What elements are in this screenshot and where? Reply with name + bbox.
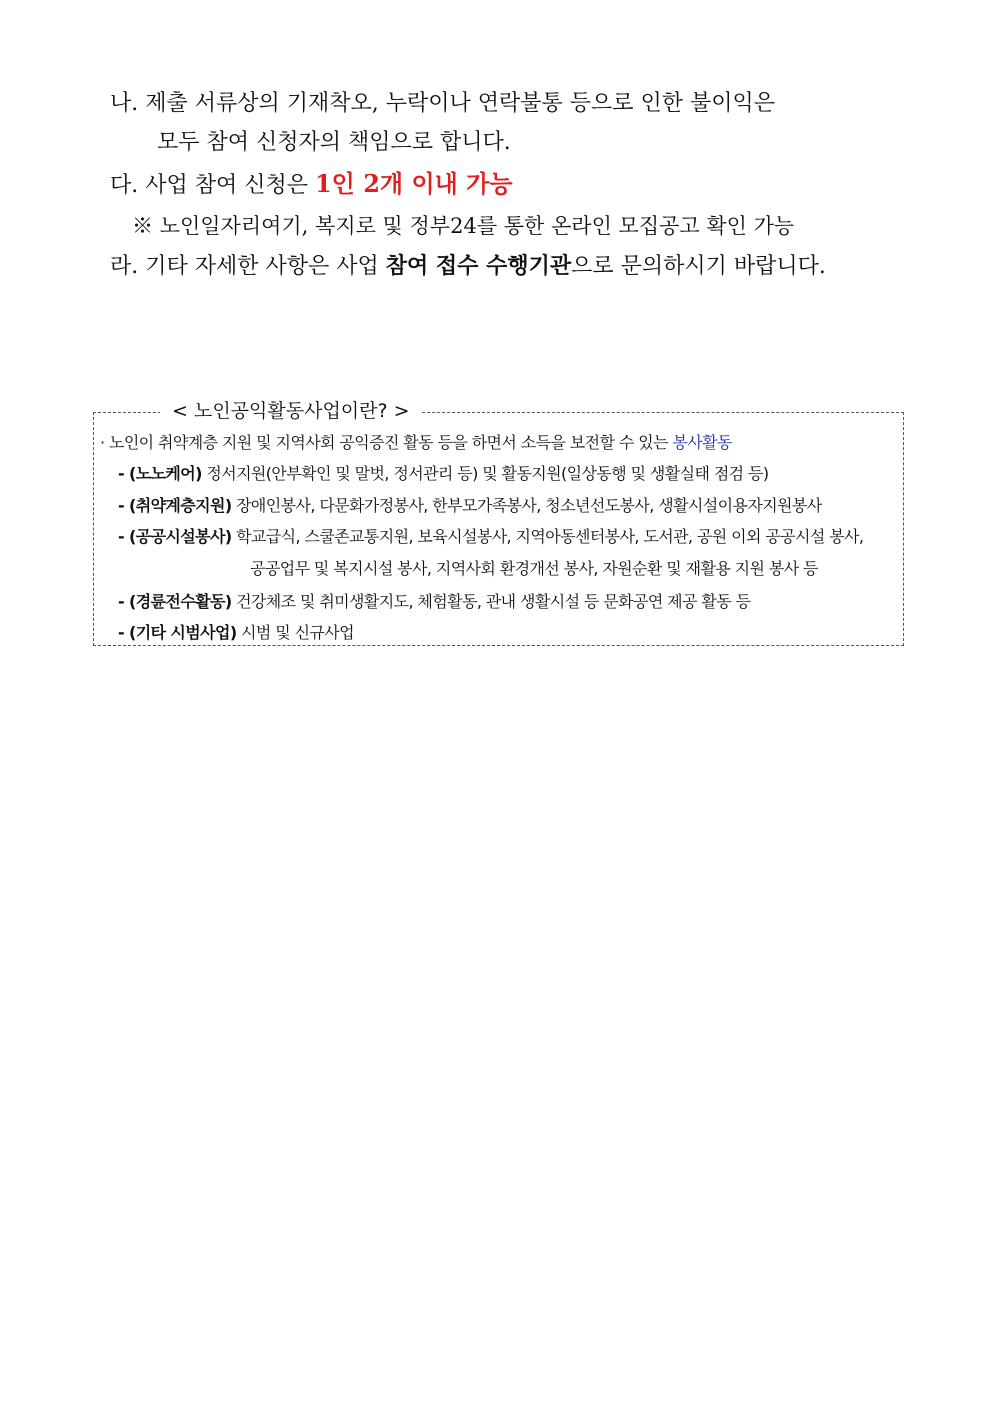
note-text: ※ 노인일자리여기, 복지로 및 정부24를 통한 온라인 모집공고 확인 가능 bbox=[132, 214, 795, 238]
note-line bbox=[132, 211, 794, 241]
item-na-text: 나. 제출 서류상의 기재착오, 누락이나 연락불통 등으로 인한 불이익은 bbox=[110, 91, 775, 116]
info-box-intro bbox=[100, 430, 732, 456]
item-da-text: 다. 사업 참여 신청은 bbox=[110, 173, 315, 198]
item-ra bbox=[110, 251, 826, 282]
item-na-line1 bbox=[110, 89, 775, 119]
info-row-label: - (기타 시범사업) bbox=[118, 623, 237, 642]
item-ra-prefix: 라. 기타 자세한 사항은 사업 bbox=[110, 254, 386, 279]
item-na-line2 bbox=[157, 128, 511, 158]
intro-text: · 노인이 취약계층 지원 및 지역사회 공익증진 활동 등을 하면서 소득을 보전할 수 있는 bbox=[100, 433, 673, 452]
info-row-text: 장애인봉사, 다문화가정봉사, 한부모가족봉사, 청소년선도봉사, 생활시설이용자지원봉사 bbox=[231, 496, 822, 515]
info-row-label: - (경륜전수활동) bbox=[118, 592, 232, 611]
info-row-continued bbox=[250, 556, 818, 582]
info-row-label: - (공공시설봉사) bbox=[118, 527, 232, 546]
info-row-label: - (취약계층지원) bbox=[118, 496, 232, 515]
item-da bbox=[110, 169, 513, 201]
item-da-highlight: 1인 2개 이내 가능 bbox=[314, 169, 513, 198]
info-row-text: 학교급식, 스쿨존교통지원, 보육시설봉사, 지역아동센터봉사, 도서관, 공원 이외 공공시설 봉사, bbox=[231, 527, 864, 546]
info-row-label: - (노노케어) bbox=[118, 464, 202, 483]
intro-highlight: 봉사활동 bbox=[672, 433, 732, 452]
info-row bbox=[118, 524, 863, 550]
item-na-continued: 모두 참여 신청자의 책임으로 합니다. bbox=[157, 130, 511, 155]
info-row-text: 건강체조 및 취미생활지도, 체험활동, 관내 생활시설 등 문화공연 제공 활동 등 bbox=[231, 592, 751, 611]
info-row-text: 시범 및 신규사업 bbox=[236, 623, 354, 642]
info-row bbox=[118, 461, 769, 487]
item-ra-suffix: 으로 문의하시기 바랍니다. bbox=[571, 254, 826, 279]
info-row-text: 정서지원(안부확인 및 말벗, 정서관리 등) 및 활동지원(일상동행 및 생활실태 점검 등) bbox=[201, 464, 769, 483]
info-row bbox=[118, 589, 750, 615]
info-row-text: 공공업무 및 복지시설 봉사, 지역사회 환경개선 봉사, 자원순환 및 재활용 지원 봉사 등 bbox=[250, 559, 818, 578]
info-row bbox=[118, 620, 354, 646]
info-row bbox=[118, 493, 822, 519]
item-ra-bold: 참여 접수 수행기관 bbox=[385, 253, 572, 279]
info-box-title: < 노인공익활동사업이란? > bbox=[160, 397, 422, 425]
